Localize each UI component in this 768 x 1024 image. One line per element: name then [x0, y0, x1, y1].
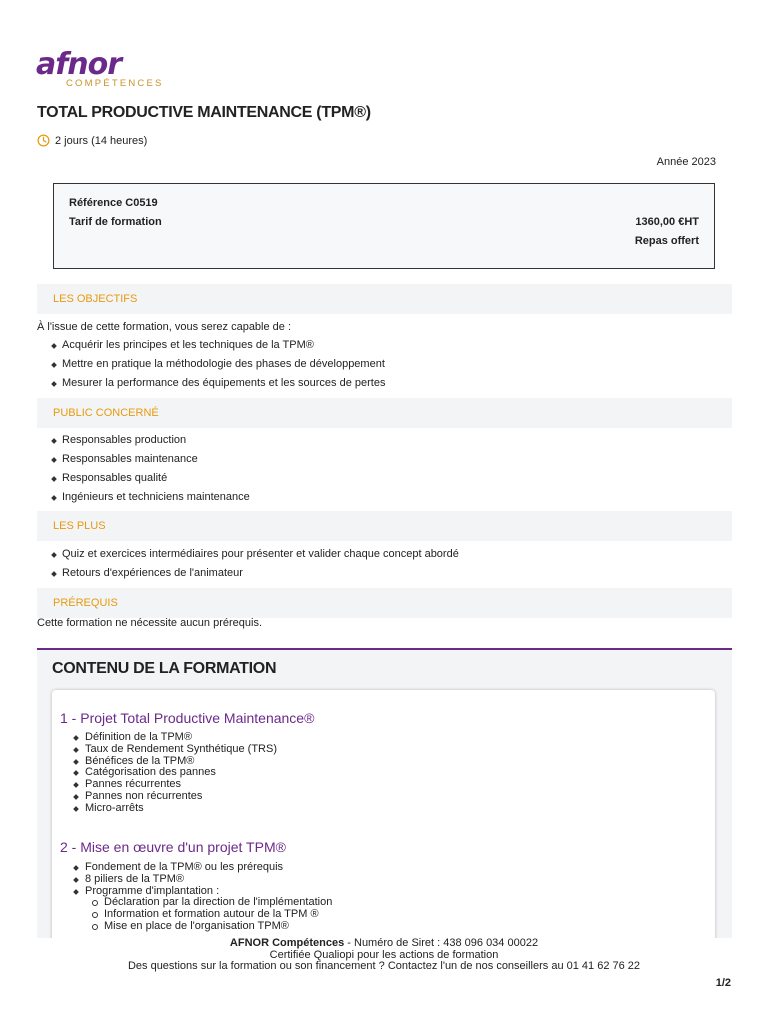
public-list [50, 431, 250, 507]
footer-qualiopi: Certifiée Qualiopi pour les actions de formation [269, 948, 499, 961]
footer-company: AFNOR Compétences [229, 937, 345, 949]
tarif-label: Tarif de formation [69, 216, 162, 228]
list-item: 8 piliers de la TPM® [72, 874, 283, 886]
footer-contact: Des questions sur la formation ou son financement ? Contactez l'un de nos conseillers au 01 41 62 76 22 [127, 960, 641, 972]
list-item: Responsables production [50, 431, 250, 450]
list-item: Fondement de la TPM® ou les prérequis [72, 862, 283, 874]
list-item: Bénéfices de la TPM® [72, 756, 277, 768]
list-item: Mettre en pratique la méthodologie des phases de développement [50, 355, 385, 374]
duration [37, 134, 147, 147]
price: 1360,00 €HT [635, 216, 699, 228]
module-2-sublist [91, 897, 332, 932]
footer-line-1 [0, 938, 768, 950]
section-heading: PRÉREQUIS [53, 597, 118, 609]
section-prerequis [37, 588, 732, 618]
list-subitem: Déclaration par la direction de l'implémentation [91, 897, 332, 909]
clock-icon [37, 134, 50, 147]
page-number: 1/2 [715, 977, 731, 989]
list-item: Définition de la TPM® [72, 732, 277, 744]
section-public [37, 398, 732, 428]
footer [0, 938, 768, 973]
section-heading: PUBLIC CONCERNÉ [53, 407, 159, 419]
duration-text: 2 jours (14 heures) [55, 134, 148, 147]
module-2-title: 2 - Mise en œuvre d'un projet TPM® [60, 839, 286, 855]
contenu-card [52, 690, 715, 950]
plus-list [50, 545, 459, 583]
year: Année 2023 [656, 156, 716, 168]
list-item: Taux de Rendement Synthétique (TRS) [72, 744, 277, 756]
section-plus [37, 511, 732, 541]
list-item: Mesurer la performance des équipements et les sources de pertes [50, 374, 385, 393]
list-item: Pannes non récurrentes [72, 791, 277, 803]
contenu-heading: CONTENU DE LA FORMATION [52, 660, 277, 677]
logo-wordmark: afnor [36, 47, 122, 82]
section-contenu [37, 648, 732, 942]
section-heading: LES PLUS [53, 520, 106, 532]
reference-code: Référence C0519 [69, 197, 158, 209]
list-item: Responsables maintenance [50, 450, 250, 469]
footer-siret: - Numéro de Siret : 438 096 034 00022 [344, 937, 539, 949]
section-heading: LES OBJECTIFS [53, 293, 138, 305]
list-subitem: Mise en place de l'organisation TPM® [91, 921, 332, 933]
logo-subtitle: COMPÉTENCES [66, 78, 164, 89]
module-1-title: 1 - Projet Total Productive Maintenance® [60, 710, 315, 726]
objectifs-intro: À l'issue de cette formation, vous serez capable de : [37, 321, 292, 333]
list-item: Catégorisation des pannes [72, 767, 277, 779]
page-title: TOTAL PRODUCTIVE MAINTENANCE (TPM®) [37, 104, 371, 121]
list-item: Micro-arrêts [72, 803, 277, 815]
prerequis-text: Cette formation ne nécessite aucun prérequis. [37, 617, 263, 629]
list-subitem: Information et formation autour de la TPM ® [91, 909, 332, 921]
section-objectifs [37, 284, 732, 314]
module-1-list [72, 732, 277, 815]
list-item: Pannes récurrentes [72, 779, 277, 791]
list-item: Responsables qualité [50, 469, 250, 488]
module-2-list [72, 862, 283, 897]
meal-info: Repas offert [634, 235, 699, 247]
list-item: Programme d'implantation : [72, 886, 283, 898]
list-item: Acquérir les principes et les techniques de la TPM® [50, 336, 385, 355]
list-item: Quiz et exercices intermédiaires pour présenter et valider chaque concept abordé [50, 545, 459, 564]
objectifs-list [50, 336, 385, 393]
reference-box [53, 183, 715, 269]
list-item: Ingénieurs et techniciens maintenance [50, 488, 250, 507]
list-item: Retours d'expériences de l'animateur [50, 564, 459, 583]
afnor-logo [36, 47, 164, 89]
